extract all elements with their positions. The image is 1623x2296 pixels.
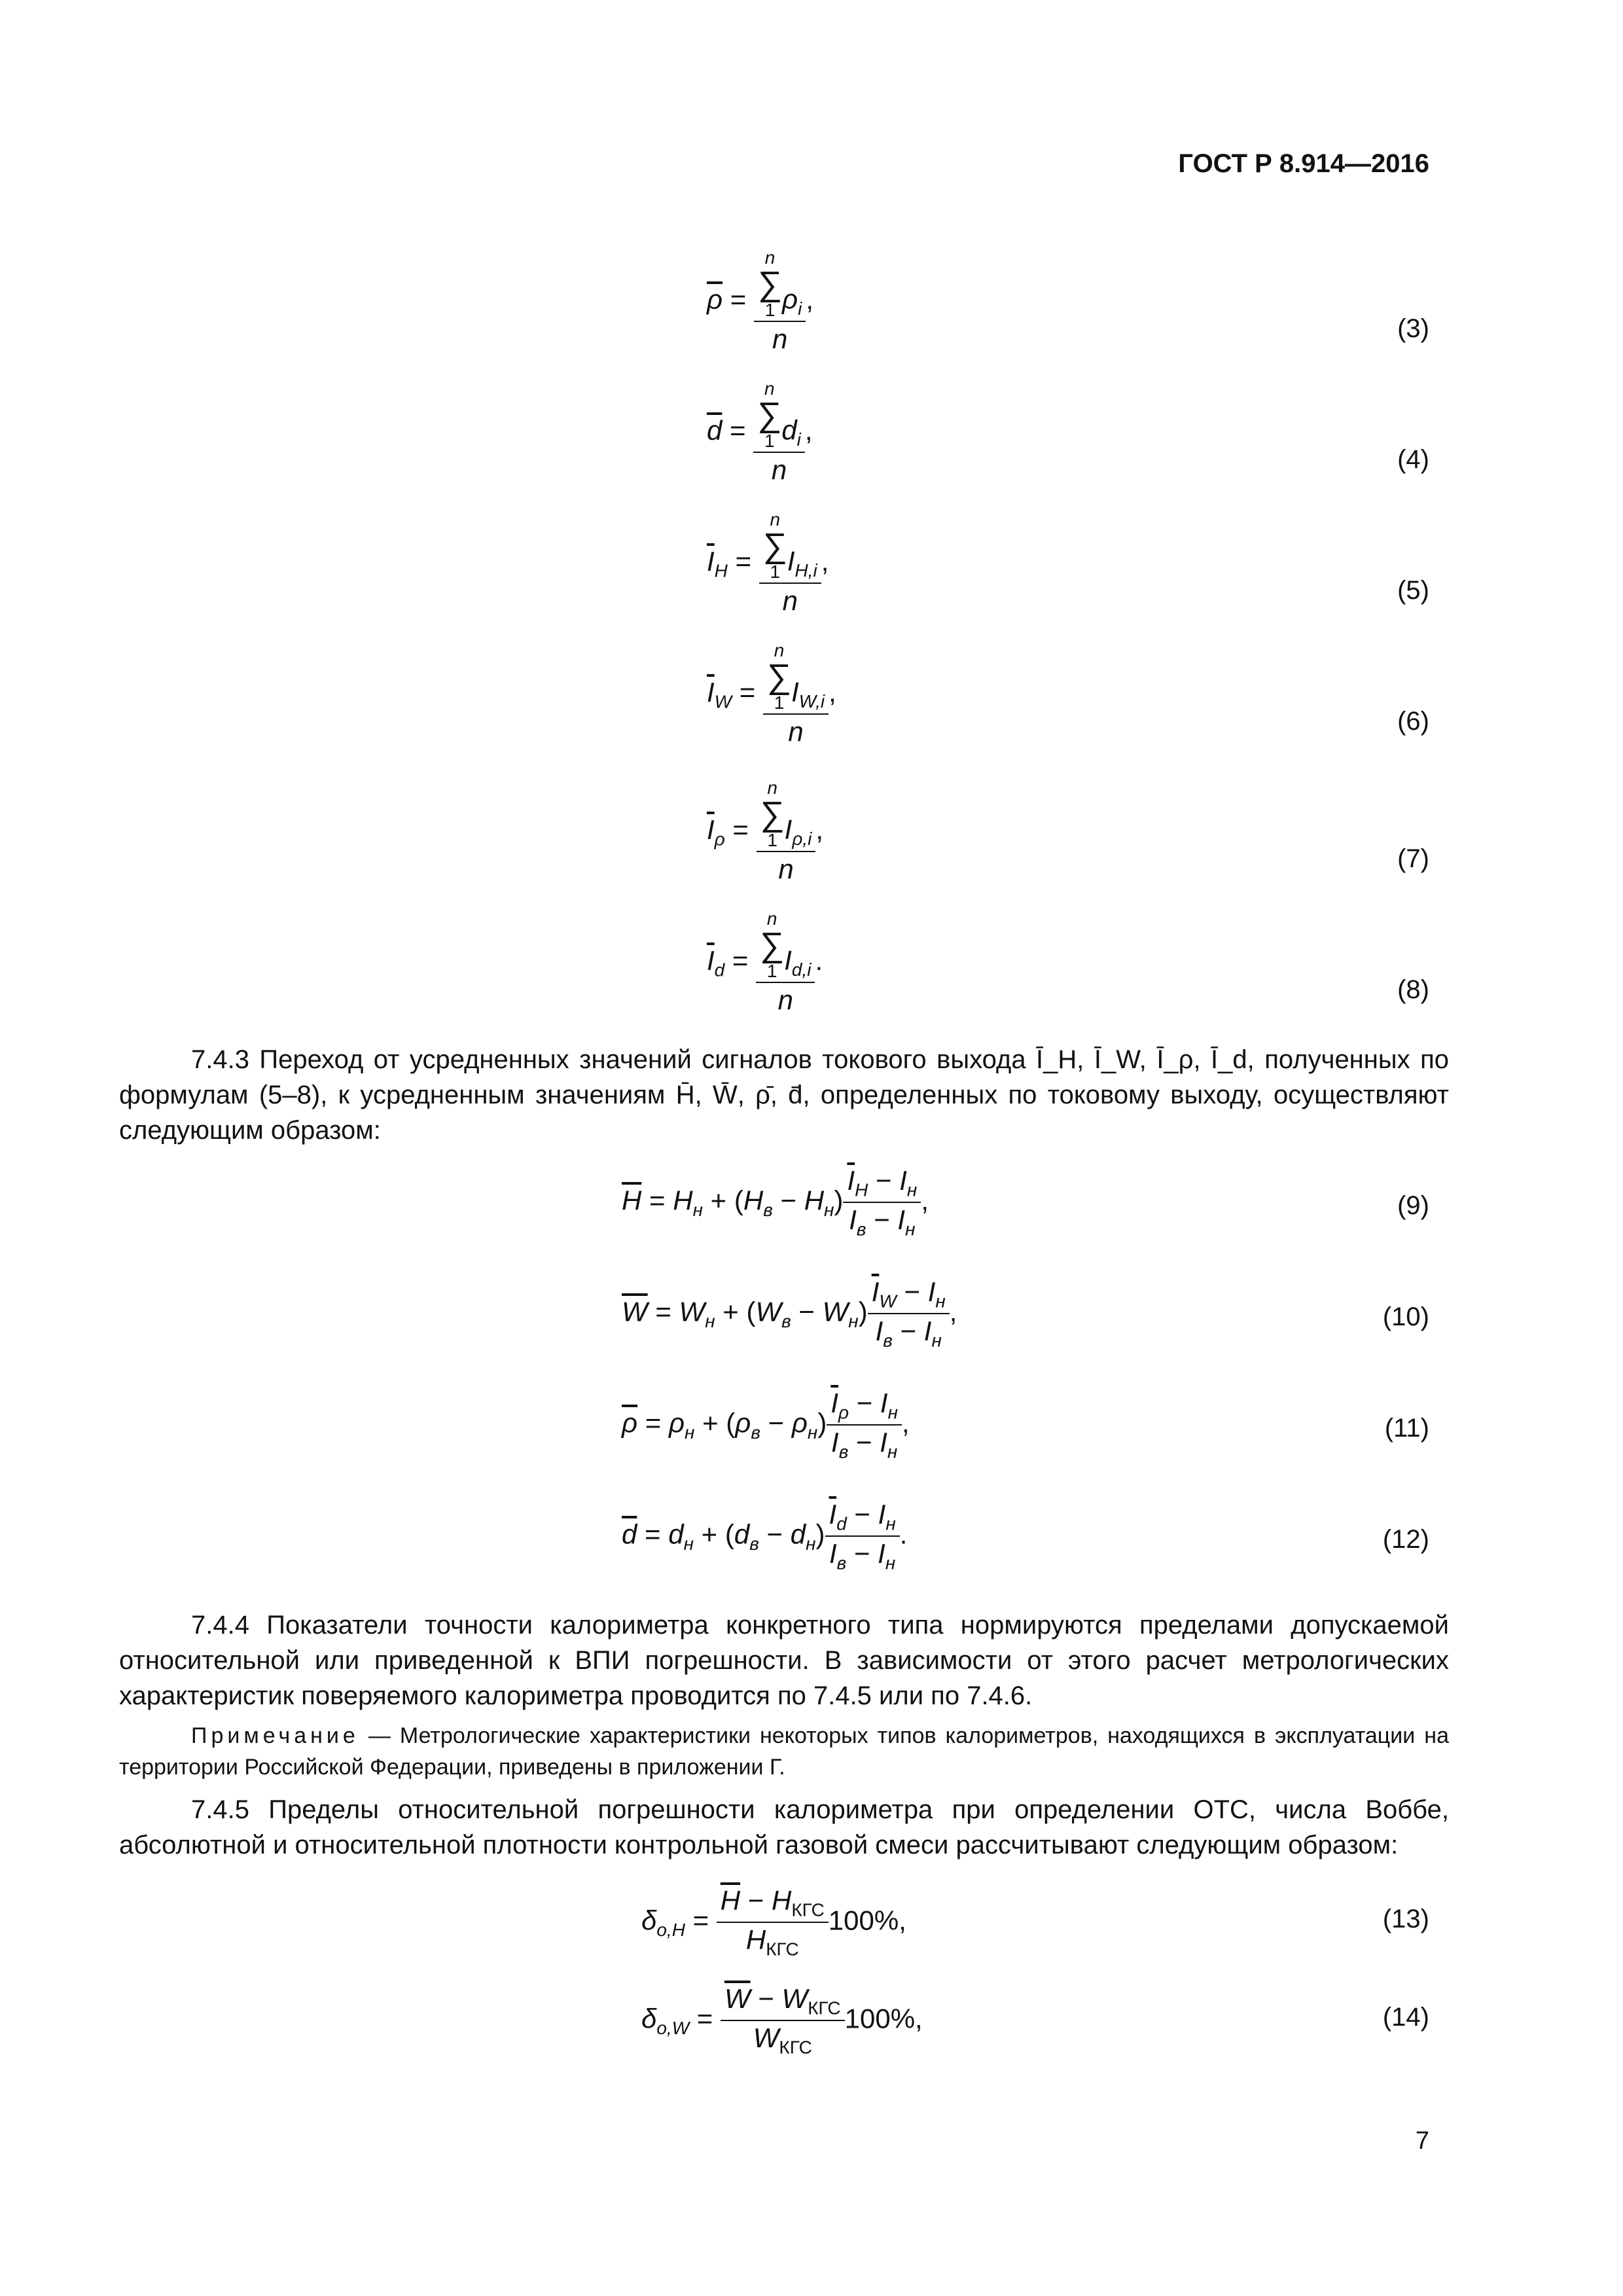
sum-term: ρ <box>782 283 798 315</box>
fraction-denominator <box>746 1923 799 1960</box>
operator: − <box>740 1885 772 1916</box>
equation-lhs-subscript: W <box>714 691 732 712</box>
fraction <box>827 1388 902 1463</box>
equation-5 <box>707 511 829 617</box>
fraction <box>753 380 805 486</box>
operator: − <box>892 1316 924 1347</box>
summation <box>758 249 782 319</box>
current-lower-subscript: н <box>906 1179 918 1200</box>
current-lower-subscript: н <box>885 1513 896 1534</box>
note-label: Примечание <box>191 1723 359 1748</box>
equation-lhs: $\overline{\rho}$ <box>707 284 723 315</box>
equals-sign: = <box>637 1407 669 1439</box>
current-lower-subscript: н <box>887 1441 898 1462</box>
operator: ) <box>858 1296 868 1327</box>
fraction-numerator <box>753 380 805 453</box>
operator: + ( <box>702 1185 743 1216</box>
lower-value: H <box>673 1185 693 1216</box>
sum-sign: ∑ <box>766 658 792 696</box>
lower-subscript: н <box>824 1199 834 1220</box>
fraction-denominator: n <box>782 585 798 616</box>
sum-upper-limit: n <box>766 908 777 929</box>
fraction-denominator <box>829 1537 895 1573</box>
equation-number: (4) <box>1397 445 1429 474</box>
punctuation: . <box>815 945 823 977</box>
operator: − <box>866 1204 898 1236</box>
current-lower: I <box>878 1499 886 1530</box>
paragraph-7-4-4: 7.4.4 Показатели точности калориметра конкретного типа нормируются пределами допускаемой относительной или приведенной к ВПИ погрешности. В зависимости от этого расчет метрологических характеристик поверяемого калориметра проводится по 7.4.5 или по 7.4.6. <box>119 1611 1449 1710</box>
note-text: — Метрологические характеристики некоторых типов калориметров, находящихся в эксплуатации на территории Российской Федерации, приведены в приложении Г. <box>119 1723 1449 1780</box>
current-lower: I <box>878 1538 885 1570</box>
equals-sign: = <box>637 1518 669 1550</box>
sum-lower-limit: 1 <box>774 692 785 713</box>
lower-value: ρ <box>668 1407 685 1439</box>
current-lower: I <box>923 1316 932 1347</box>
equation-lhs: $\overline{H}$ <box>622 1185 642 1216</box>
fraction <box>717 1885 829 1960</box>
signal-average: $\overline{I}$ <box>830 1388 838 1418</box>
current-upper-subscript: в <box>836 1552 847 1573</box>
equation-8 <box>707 910 823 1016</box>
upper-subscript: в <box>751 1422 760 1443</box>
upper-subscript: в <box>749 1533 759 1554</box>
sum-term-subscript: d,i <box>791 960 812 980</box>
equation-lhs-subscript: H <box>714 560 728 581</box>
sum-lower-limit: 1 <box>767 830 777 850</box>
sum-term-subscript: W,i <box>798 691 825 711</box>
reference-subscript: КГС <box>779 2037 812 2058</box>
equation-number: (9) <box>1397 1191 1429 1220</box>
upper-value: W <box>755 1296 782 1327</box>
fraction <box>868 1276 950 1352</box>
operator: − <box>791 1296 823 1327</box>
equation-13 <box>641 1885 906 1960</box>
equation-number: (13) <box>1382 1905 1429 1933</box>
operator: − <box>896 1276 928 1307</box>
lower-subscript: н <box>705 1310 715 1331</box>
fraction-denominator <box>831 1426 897 1462</box>
fraction-denominator <box>753 2021 812 2058</box>
sum-term-subscript: ρ,i <box>792 829 812 849</box>
note <box>119 1720 1449 1783</box>
fraction-numerator <box>825 1499 900 1537</box>
operator: − <box>846 1538 878 1570</box>
summation <box>760 779 785 850</box>
fraction-denominator: n <box>772 323 788 354</box>
sum-lower-limit: 1 <box>770 562 781 582</box>
sum-sign: ∑ <box>760 795 785 833</box>
equation-lhs-subscript: ρ <box>714 829 725 850</box>
equation-lhs: $\overline{I}$ <box>707 546 715 577</box>
operator: + ( <box>715 1296 756 1327</box>
equals-sign: = <box>724 814 757 846</box>
sum-term: d <box>781 414 797 446</box>
equation-7 <box>707 779 823 885</box>
current-upper-subscript: в <box>883 1330 893 1351</box>
current-upper: I <box>829 1538 837 1570</box>
punctuation: , <box>829 677 836 708</box>
equals-sign: = <box>727 546 759 577</box>
percent-factor: 100%, <box>844 2003 923 2034</box>
equation-number: (7) <box>1397 844 1429 873</box>
sum-sign: ∑ <box>757 396 782 434</box>
lower-value: W <box>822 1296 849 1327</box>
delta-symbol: δ <box>641 2003 657 2034</box>
document-id-header: ГОСТ Р 8.914—2016 <box>1178 149 1429 178</box>
current-lower-subscript: н <box>905 1219 916 1240</box>
fraction-denominator: n <box>777 984 793 1015</box>
equation-6 <box>707 641 836 747</box>
sum-lower-limit: 1 <box>764 300 776 320</box>
reference-value: H <box>745 1924 766 1956</box>
equation-number: (10) <box>1382 1302 1429 1331</box>
sum-upper-limit: n <box>774 640 785 660</box>
summation <box>760 910 784 980</box>
operator: ) <box>817 1407 827 1439</box>
fraction <box>759 511 821 617</box>
sum-upper-limit: n <box>764 247 776 268</box>
reference-subscript: КГС <box>791 1899 825 1920</box>
lower-value: H <box>804 1185 825 1216</box>
lower-subscript: н <box>807 1422 818 1443</box>
sum-term: I <box>784 814 793 845</box>
current-lower: I <box>897 1204 906 1236</box>
reference-value: W <box>781 1983 808 2014</box>
fraction-numerator <box>757 779 816 852</box>
sum-upper-limit: n <box>767 778 777 798</box>
sum-term-subscript: i <box>798 298 802 319</box>
delta-subscript: o,H <box>656 1919 685 1940</box>
sum-upper-limit: n <box>764 378 775 399</box>
fraction <box>763 641 829 747</box>
sum-term: I <box>787 545 795 577</box>
equation-lhs: $\overline{\rho}$ <box>622 1407 638 1439</box>
equation-number: (12) <box>1382 1525 1429 1554</box>
sum-term: I <box>791 676 799 708</box>
equals-sign: = <box>722 284 754 315</box>
summation <box>767 641 791 712</box>
fraction <box>756 910 815 1016</box>
equation-lhs: $\overline{I}$ <box>707 814 715 846</box>
fraction-denominator <box>876 1314 942 1351</box>
upper-value: d <box>734 1518 750 1550</box>
operator: − <box>848 1427 880 1458</box>
operator: ) <box>834 1185 844 1216</box>
current-upper: I <box>831 1427 839 1458</box>
lower-value: d <box>668 1518 684 1550</box>
equation-10 <box>622 1276 957 1352</box>
lower-subscript: н <box>806 1533 816 1554</box>
fraction-numerator <box>763 641 829 715</box>
fraction <box>843 1165 921 1240</box>
equation-number: (8) <box>1397 975 1429 1004</box>
fraction-numerator <box>756 910 815 983</box>
equation-4 <box>707 380 813 486</box>
lower-subscript: н <box>692 1199 703 1220</box>
punctuation: , <box>806 284 813 315</box>
punctuation: , <box>815 814 824 846</box>
page-number: 7 <box>1415 2127 1429 2155</box>
equals-sign: = <box>641 1185 673 1216</box>
lower-subscript: н <box>683 1533 694 1554</box>
current-upper-subscript: в <box>838 1441 849 1462</box>
lower-subscript: н <box>848 1310 859 1331</box>
equation-number: (5) <box>1397 576 1429 605</box>
equals-sign: = <box>722 415 754 446</box>
operator: − <box>772 1185 804 1216</box>
signal-subscript: d <box>836 1513 847 1534</box>
delta-symbol: δ <box>641 1905 657 1936</box>
punctuation: , <box>921 1185 929 1216</box>
equation-number: (11) <box>1384 1414 1429 1443</box>
upper-value: H <box>743 1185 764 1216</box>
equation-14 <box>641 1983 923 2058</box>
punctuation: . <box>899 1518 908 1550</box>
fraction-numerator <box>827 1388 902 1426</box>
equation-number: (14) <box>1382 2003 1429 2032</box>
operator: + ( <box>694 1518 734 1550</box>
delta-subscript: o,W <box>656 2017 690 2038</box>
current-lower: I <box>899 1165 907 1196</box>
measured-average: $\overline{W}$ <box>724 1983 751 2014</box>
signal-average: $\overline{I}$ <box>829 1499 837 1530</box>
signal-average: $\overline{I}$ <box>847 1165 855 1196</box>
operator: − <box>760 1407 792 1439</box>
percent-factor: 100%, <box>828 1905 906 1936</box>
current-upper: I <box>849 1204 857 1236</box>
upper-subscript: в <box>781 1310 791 1331</box>
signal-subscript: H <box>855 1179 868 1200</box>
reference-value: W <box>753 2022 779 2054</box>
current-lower: I <box>880 1388 888 1418</box>
lower-subscript: н <box>685 1422 695 1443</box>
punctuation: , <box>821 546 829 577</box>
current-lower-subscript: н <box>885 1552 896 1573</box>
equation-lhs: $\overline{d}$ <box>622 1518 637 1550</box>
fraction-denominator: n <box>771 454 787 485</box>
fraction-numerator <box>868 1276 950 1314</box>
equals-sign: = <box>724 945 757 977</box>
equation-11 <box>622 1388 910 1463</box>
lower-value: ρ <box>791 1407 808 1439</box>
signal-subscript: ρ <box>838 1402 849 1423</box>
measured-average: $\overline{H}$ <box>720 1885 741 1916</box>
sum-sign: ∑ <box>757 265 783 303</box>
sum-sign: ∑ <box>760 926 785 964</box>
sum-upper-limit: n <box>770 509 781 529</box>
summation <box>763 511 787 581</box>
sum-lower-limit: 1 <box>766 961 777 981</box>
signal-subscript: W <box>879 1291 897 1312</box>
operator: ) <box>815 1518 825 1550</box>
fraction <box>825 1499 900 1574</box>
reference-subscript: КГС <box>766 1939 799 1960</box>
equation-lhs: $\overline{d}$ <box>707 415 722 446</box>
current-lower-subscript: н <box>931 1330 942 1351</box>
upper-subscript: в <box>763 1199 773 1220</box>
fraction <box>754 249 806 355</box>
operator: − <box>868 1165 900 1196</box>
current-lower-subscript: н <box>935 1291 946 1312</box>
fraction <box>757 779 816 885</box>
fraction-numerator <box>759 511 821 584</box>
equals-sign: = <box>647 1296 679 1327</box>
sum-sign: ∑ <box>762 527 787 565</box>
equation-lhs: $\overline{I}$ <box>707 945 715 977</box>
equation-3 <box>707 249 813 355</box>
fraction-numerator <box>754 249 806 322</box>
operator: − <box>846 1499 878 1530</box>
fraction-denominator: n <box>778 853 794 884</box>
equals-sign: = <box>732 677 763 708</box>
fraction-numerator <box>717 1885 829 1923</box>
current-upper-subscript: в <box>856 1219 866 1240</box>
summation <box>757 380 781 450</box>
paragraph-7-4-3-text: 7.4.3 Переход от усредненных значений сигналов токового выхода Ī_H, Ī_W, Ī_ρ, Ī_d, полученных по формулам (5–8), к усредненным значениям H̄, W̄, ρ̄, d̄, определенных по токовому выходу, осуществляют следующим образом: <box>119 1045 1449 1145</box>
signal-average: $\overline{I}$ <box>871 1276 880 1307</box>
equation-number: (3) <box>1397 314 1429 343</box>
lower-value: d <box>790 1518 806 1550</box>
sum-lower-limit: 1 <box>764 431 775 451</box>
operator: − <box>849 1388 880 1418</box>
equation-lhs: $\overline{I}$ <box>707 677 715 708</box>
paragraph-7-4-5: 7.4.5 Пределы относительной погрешности калориметра при определении ОТС, числа Воббе, абсолютной и относительной плотности контрольной газовой смеси рассчитывают следующим образом: <box>119 1795 1449 1859</box>
equation-lhs-subscript: d <box>714 960 725 980</box>
paragraph-7-4-3 <box>119 1042 1449 1148</box>
upper-value: ρ <box>735 1407 751 1439</box>
punctuation: , <box>804 415 813 446</box>
current-lower: I <box>927 1276 936 1307</box>
lower-value: W <box>679 1296 705 1327</box>
current-upper: I <box>875 1316 883 1347</box>
fraction-numerator <box>843 1165 921 1203</box>
equation-12 <box>622 1499 907 1574</box>
reference-value: H <box>772 1885 792 1916</box>
equals-sign: = <box>689 2003 721 2034</box>
equation-lhs: $\overline{W}$ <box>622 1296 648 1327</box>
fraction-denominator: n <box>788 716 804 747</box>
equation-9 <box>622 1165 929 1240</box>
current-lower-subscript: н <box>887 1402 899 1423</box>
sum-term-subscript: H,i <box>794 560 817 581</box>
sum-term: I <box>784 944 792 976</box>
operator: + ( <box>694 1407 736 1439</box>
equation-number: (6) <box>1397 707 1429 736</box>
fraction <box>721 1983 845 2058</box>
sum-term-subscript: i <box>796 429 801 450</box>
punctuation: , <box>949 1296 957 1327</box>
current-lower: I <box>880 1427 887 1458</box>
operator: − <box>758 1518 791 1550</box>
operator: − <box>750 1983 782 2014</box>
equals-sign: = <box>685 1905 717 1936</box>
fraction-numerator <box>721 1983 845 2021</box>
reference-subscript: КГС <box>808 1998 841 2018</box>
fraction-denominator <box>849 1203 915 1240</box>
punctuation: , <box>902 1407 910 1439</box>
